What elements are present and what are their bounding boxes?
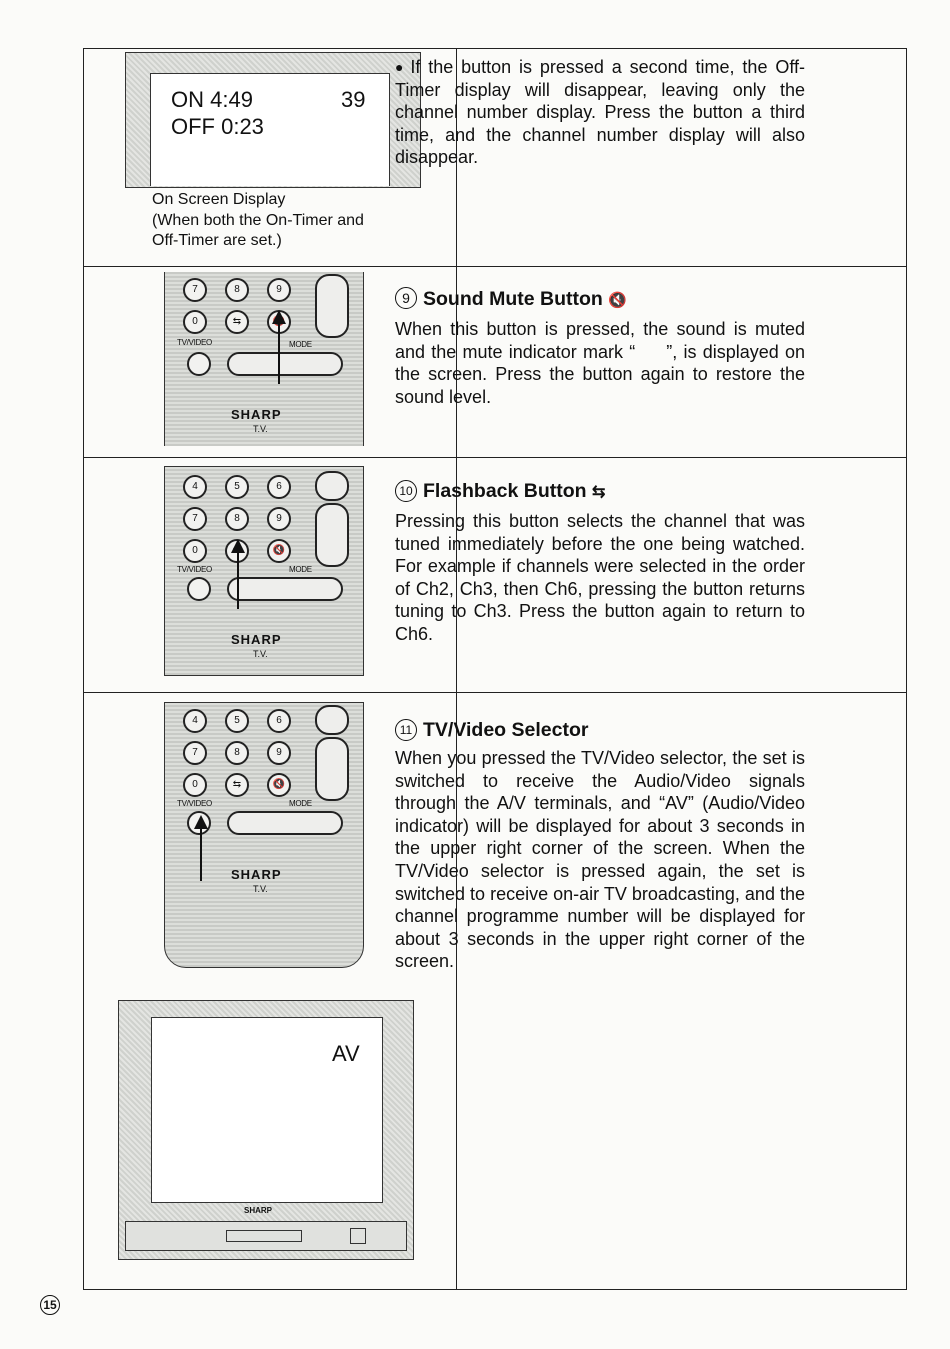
- mode-label: MODE: [289, 565, 312, 574]
- osd-av-indicator: AV: [332, 1041, 360, 1066]
- tv-screen: [150, 73, 390, 186]
- paragraph: ● If the button is pressed a second time, the Off-Timer display will disappear, leaving only the channel number display. Press the button a third time, and the channel number display will also disappear.: [395, 56, 805, 169]
- section-title: Sound Mute Button: [423, 288, 603, 310]
- remote-tv-label: T.V.: [253, 884, 268, 894]
- tv-av-illustration: [118, 1000, 414, 1260]
- tvvideo-label: TV/VIDEO: [177, 338, 212, 347]
- remote-brand: SHARP: [231, 867, 282, 882]
- tvvideo-key: [187, 577, 211, 601]
- pointer-arrow: [278, 322, 280, 384]
- column-divider: [456, 49, 457, 1289]
- row-divider: [84, 692, 906, 693]
- osd-off-timer: OFF 0:23: [171, 114, 264, 139]
- osd-channel: 39: [341, 87, 366, 112]
- tv-osd-illustration: [125, 52, 421, 188]
- tvvideo-label: TV/VIDEO: [177, 799, 212, 808]
- remote-key: 9: [267, 507, 291, 531]
- remote-key: 9: [267, 741, 291, 765]
- channel-rocker: [315, 471, 349, 501]
- remote-key: 8: [225, 741, 249, 765]
- section-heading: [395, 478, 805, 506]
- remote-key: 9: [267, 278, 291, 302]
- channel-rocker: [315, 705, 349, 735]
- tv-control-panel: [125, 1221, 407, 1251]
- remote-illustration-flashback: [164, 466, 364, 676]
- tvvideo-key: [187, 352, 211, 376]
- channel-rocker: [315, 274, 349, 338]
- row-divider: [84, 457, 906, 458]
- channel-rocker: [315, 503, 349, 567]
- remote-tv-label: T.V.: [253, 424, 268, 434]
- remote-key: 5: [225, 475, 249, 499]
- offtimer-description: [395, 56, 805, 169]
- mode-label: MODE: [289, 799, 312, 808]
- caption-line: On Screen Display: [152, 191, 286, 208]
- tv-screen: [151, 1017, 383, 1203]
- tvvideo-label: TV/VIDEO: [177, 565, 212, 574]
- caption-line: Off-Timer are set.): [152, 232, 282, 249]
- pointer-arrow: [237, 551, 239, 609]
- remote-illustration-mute: [164, 272, 364, 446]
- remote-key: 5: [225, 709, 249, 733]
- paragraph: When this button is pressed, the sound is muted and the mute indicator mark “ ”, is displayed on the screen. Press the button again to restore the sound level.: [395, 319, 805, 407]
- section-number: 9: [395, 287, 417, 309]
- volume-rocker: [227, 811, 343, 835]
- section-number: 10: [395, 480, 417, 502]
- remote-illustration-tvvideo: [164, 702, 364, 968]
- panel-buttons: [226, 1230, 302, 1242]
- section-heading: [395, 286, 805, 314]
- channel-rocker: [315, 737, 349, 801]
- mute-section: [395, 286, 805, 408]
- remote-brand: SHARP: [231, 407, 282, 422]
- mute-key: 🔇: [267, 539, 291, 563]
- section-heading: [395, 717, 805, 743]
- remote-key: 0: [183, 310, 207, 334]
- osd-caption: [152, 190, 364, 252]
- mute-icon: 🔇: [608, 292, 627, 309]
- mode-label: MODE: [289, 340, 312, 349]
- paragraph: When you pressed the TV/Video selector, the set is switched to receive the Audio/Video signals through the A/V terminals, and “AV” (Audio/Video indicator) will be displayed for about 3 seconds in the upper right corner of the screen. When the TV/Video selector is pressed again, the set is switched to receive on-air TV broadcasting, and the channel programme number will be displayed for about 3 seconds in the upper right corner of the screen.: [395, 748, 805, 972]
- remote-key: 6: [267, 475, 291, 499]
- paragraph: Pressing this button selects the channel that was tuned immediately before the one being watched. For example if channels were selected in the order of Ch2, Ch3, then Ch6, pressing the button returns tuning to Ch3. Press the button again to return to Ch6.: [395, 511, 805, 644]
- remote-key: 7: [183, 507, 207, 531]
- volume-rocker: [227, 577, 343, 601]
- flashback-key: ⇆: [225, 773, 249, 797]
- power-switch: [350, 1228, 366, 1244]
- remote-key: 0: [183, 539, 207, 563]
- page-number: 15: [40, 1295, 60, 1315]
- remote-key: 8: [225, 507, 249, 531]
- remote-tv-label: T.V.: [253, 649, 268, 659]
- section-number: 11: [395, 719, 417, 741]
- flashback-section: [395, 478, 805, 646]
- remote-key: 7: [183, 278, 207, 302]
- caption-line: (When both the On-Timer and: [152, 211, 364, 229]
- remote-key: 4: [183, 709, 207, 733]
- remote-key: 8: [225, 278, 249, 302]
- volume-rocker: [227, 352, 343, 376]
- osd-on-timer: ON 4:49: [171, 87, 253, 112]
- remote-key: 4: [183, 475, 207, 499]
- remote-key: 7: [183, 741, 207, 765]
- pointer-arrow: [200, 827, 202, 881]
- row-divider: [84, 266, 906, 267]
- remote-brand: SHARP: [231, 632, 282, 647]
- tvvideo-section: [395, 717, 805, 973]
- tv-brand: SHARP: [244, 1206, 273, 1215]
- flashback-key: ⇆: [225, 310, 249, 334]
- mute-key: 🔇: [267, 773, 291, 797]
- section-title: Flashback Button: [423, 480, 587, 502]
- remote-key: 0: [183, 773, 207, 797]
- section-title: TV/Video Selector: [423, 719, 589, 741]
- flashback-icon: ⇆: [592, 484, 606, 501]
- remote-key: 6: [267, 709, 291, 733]
